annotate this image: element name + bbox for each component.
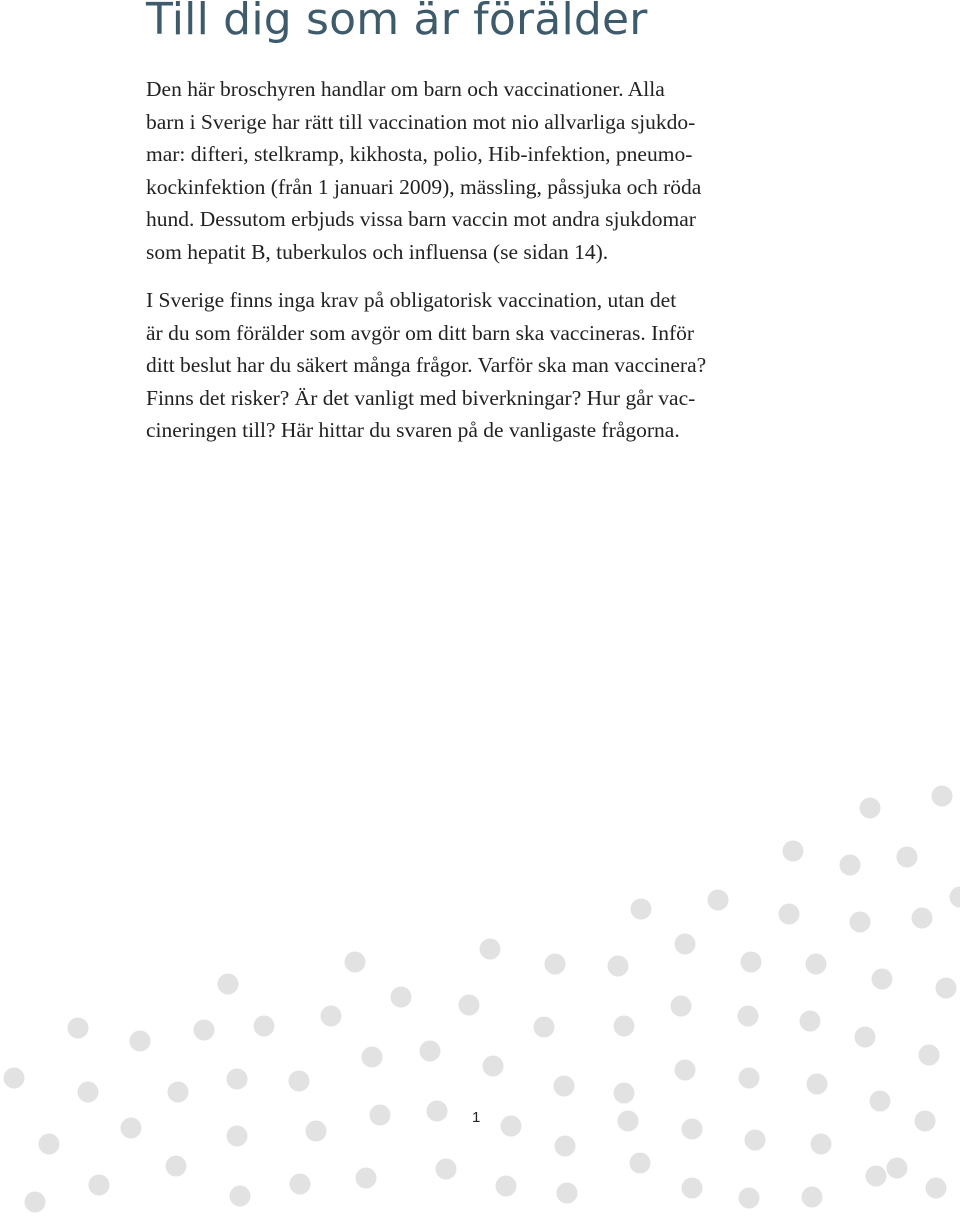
decorative-dot — [872, 969, 893, 990]
page-title: Till dig som är förälder — [146, 0, 648, 45]
decorative-dot — [708, 890, 729, 911]
decorative-dot — [194, 1020, 215, 1041]
decorative-dot — [779, 904, 800, 925]
decorative-dot — [289, 1071, 310, 1092]
decorative-dot — [290, 1174, 311, 1195]
decorative-dot — [850, 912, 871, 933]
paragraph-line: I Sverige finns inga krav på obligatorisk vaccination, utan det — [146, 288, 677, 312]
decorative-dot — [345, 952, 366, 973]
decorative-dot — [254, 1016, 275, 1037]
decorative-dot — [739, 1188, 760, 1209]
intro-paragraph — [146, 73, 701, 268]
decorative-dot — [618, 1111, 639, 1132]
decorative-dot — [321, 1006, 342, 1027]
decorative-dot — [121, 1118, 142, 1139]
decorative-dot — [608, 956, 629, 977]
decorative-dot — [227, 1126, 248, 1147]
decorative-dot — [614, 1083, 635, 1104]
decorative-dot — [915, 1111, 936, 1132]
decorative-dot — [362, 1047, 383, 1068]
decorative-dot — [227, 1069, 248, 1090]
paragraph-line: mar: difteri, stelkramp, kikhosta, polio, Hib-infektion, pneumo- — [146, 142, 693, 166]
decorative-dot — [738, 1006, 759, 1027]
decorative-dot — [840, 855, 861, 876]
paragraph-line: cineringen till? Här hittar du svaren på de vanligaste frågorna. — [146, 418, 680, 442]
decorative-dot — [866, 1166, 887, 1187]
decorative-dot — [166, 1156, 187, 1177]
decorative-dot — [950, 887, 960, 908]
decorative-dot — [745, 1130, 766, 1151]
decorative-dot — [555, 1136, 576, 1157]
decision-paragraph — [146, 284, 706, 447]
decorative-dot — [802, 1187, 823, 1208]
paragraph-line: som hepatit B, tuberkulos och influensa (se sidan 14). — [146, 239, 609, 264]
decorative-dot — [631, 899, 652, 920]
decorative-dot — [682, 1178, 703, 1199]
paragraph-line: hund. Dessutom erbjuds vissa barn vaccin mot andra sjukdomar — [146, 207, 696, 231]
decorative-dot — [614, 1016, 635, 1037]
decorative-dot — [25, 1192, 46, 1213]
decorative-dot — [436, 1159, 457, 1180]
decorative-dot — [912, 908, 933, 929]
decorative-dot — [391, 987, 412, 1008]
page-number: 1 — [472, 1109, 481, 1126]
decorative-dot — [800, 1011, 821, 1032]
decorative-dot — [557, 1183, 578, 1204]
decorative-dot — [554, 1076, 575, 1097]
paragraph-line: är du som förälder som avgör om ditt barn ska vaccineras. Inför — [146, 320, 695, 345]
decorative-dot — [919, 1045, 940, 1066]
decorative-dot — [675, 934, 696, 955]
decorative-dot — [630, 1153, 651, 1174]
decorative-dot — [306, 1121, 327, 1142]
decorative-dot — [39, 1134, 60, 1155]
decorative-dot — [811, 1134, 832, 1155]
decorative-dot — [807, 1074, 828, 1095]
decorative-dot — [68, 1018, 89, 1039]
paragraph-line: barn i Sverige har rätt till vaccination mot nio allvarliga sjukdo- — [146, 109, 696, 134]
decorative-dot — [480, 939, 501, 960]
decorative-dot — [682, 1119, 703, 1140]
decorative-dot — [130, 1031, 151, 1052]
decorative-dot — [427, 1101, 448, 1122]
decorative-dot — [806, 954, 827, 975]
decorative-dot — [218, 974, 239, 995]
decorative-dot — [356, 1168, 377, 1189]
decorative-dot — [932, 786, 953, 807]
paragraph-line: ditt beslut har du säkert många frågor. Varför ska man vaccinera? — [146, 353, 707, 377]
decorative-dot — [168, 1082, 189, 1103]
decorative-dot — [860, 798, 881, 819]
decorative-dot — [936, 978, 957, 999]
decorative-dot — [887, 1158, 908, 1179]
decorative-dot — [4, 1068, 25, 1089]
decorative-dot — [671, 996, 692, 1017]
decorative-dot — [534, 1017, 555, 1038]
decorative-dot — [78, 1082, 99, 1103]
paragraph-line: Finns det risker? Är det vanligt med biverkningar? Hur går vac- — [146, 385, 696, 410]
decorative-dot — [420, 1041, 441, 1062]
decorative-dot — [739, 1068, 760, 1089]
decorative-dot — [89, 1175, 110, 1196]
decorative-dot — [870, 1091, 891, 1112]
decorative-dot — [926, 1178, 947, 1199]
decorative-dot — [483, 1056, 504, 1077]
decorative-dot — [897, 847, 918, 868]
decorative-dot — [501, 1116, 522, 1137]
decorative-dot — [370, 1105, 391, 1126]
decorative-dot — [783, 841, 804, 862]
decorative-dot — [230, 1186, 251, 1207]
decorative-dot — [675, 1060, 696, 1081]
decorative-dot — [545, 954, 566, 975]
decorative-dot — [855, 1027, 876, 1048]
paragraph-line: Den här broschyren handlar om barn och vaccinationer. Alla — [146, 77, 665, 101]
decorative-dot — [496, 1176, 517, 1197]
paragraph-line: kockinfektion (från 1 januari 2009), mässling, påssjuka och röda — [146, 174, 702, 199]
decorative-dot — [459, 995, 480, 1016]
decorative-dot — [741, 952, 762, 973]
